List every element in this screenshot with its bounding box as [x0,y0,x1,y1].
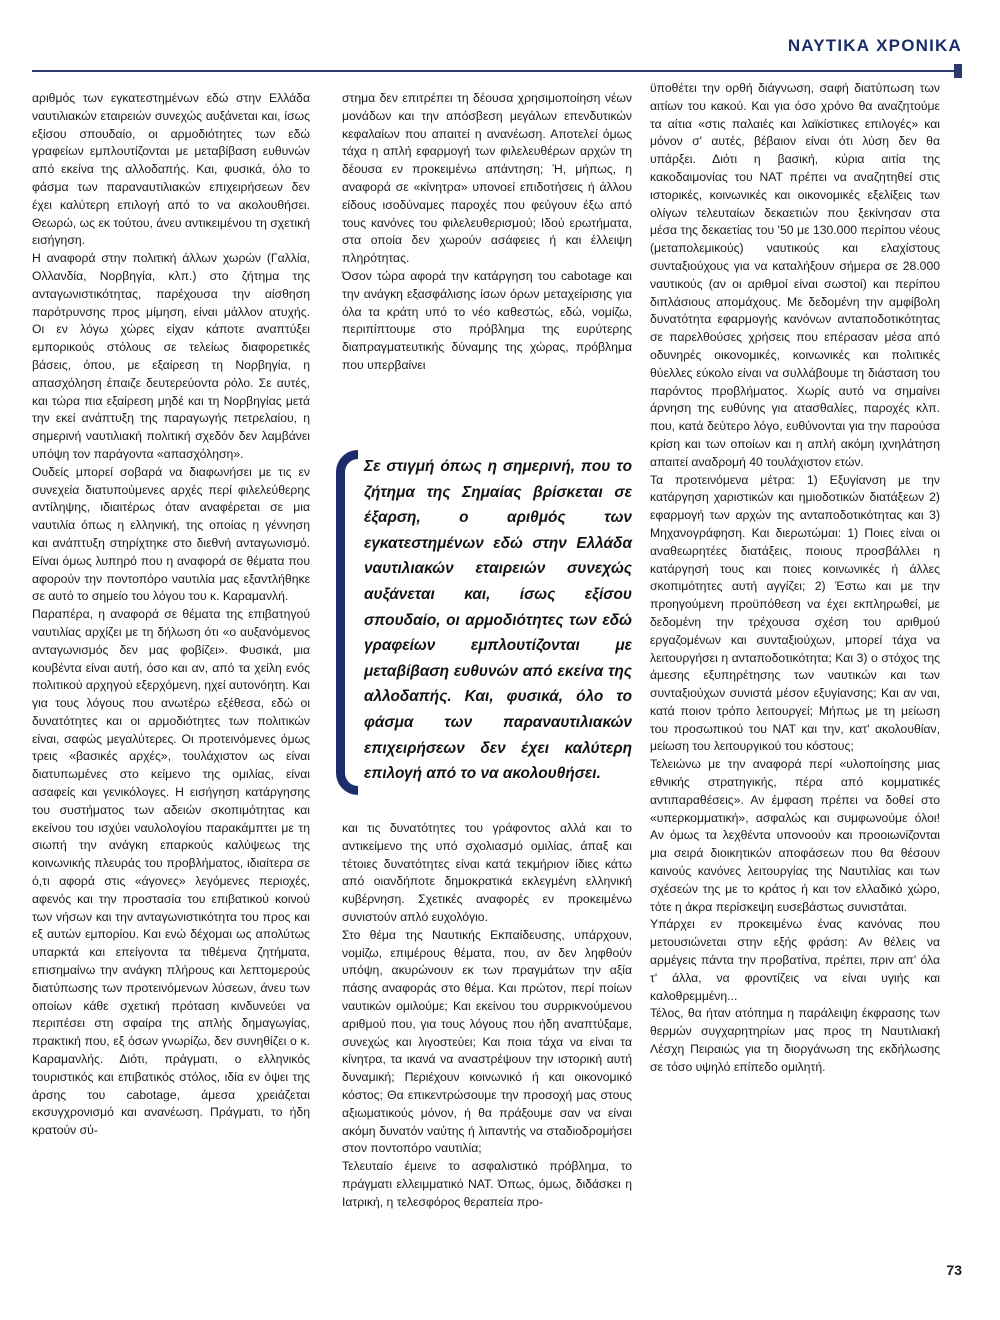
paragraph: Τα προτεινόμενα μέτρα: 1) Εξυγίανση με την κατάργηση χαριστικών και ημιοδοτικών διατάξεων 2) εφαρμογή των αρχών της ανταποδοτικότητας και 3) Μηχανογράφηση. Και διερωτώμαι: 1) Ποιες είναι οι αναθεωρητέες διατάξεις, ποιους προσβάλλει η κατάργησή τους και ποιες κοινωνικές ή άλλες σκοπιμότητες αυτή αγγίζει; 2) Έστω και με την προηγούμενη προϋπόθεση να έχει εκπληρωθεί, με δεδομένη την τρέχουσα σχέση του αριθμού εργαζομένων και συνταξιούχων, μπορεί τάχα να λειτουργήσει η ανταποδοτικότητα; Και 3) ο στόχος της άμεσης εξυπηρέτησης των ναυτικών και των συνταξιούχων συνιστά μέσον εξυγίανσης; Και αν ναι, κατά ποιον τρόπο λειτουργεί; Μήπως με τη μείωση του προσωπικού του ΝΑΤ και την, κατ' ακολουθίαν, μείωση του λειτουργικού του κόστους; [650,472,940,754]
article-column-2-bottom [342,820,632,1212]
paragraph: Όσον τώρα αφορά την κατάργηση του cabotage και την ανάγκη εξασφάλισης ίσων όρων μεταχείρισης για όλα τα κράτη υπό το νέο καθεστώς, εδώ, νομίζω, περιπίπτουμε στο πρόβλημα της ευρύτερης διαπραγματευτικής δύναμης της χώρας, πρόβλημα που υπερβαίνει [342,268,632,372]
page-number: 73 [946,1262,962,1278]
article-column-3 [650,80,940,1077]
paragraph: και τις δυνατότητες του γράφοντος αλλά και το αντικείμενο της υπό σχολιασμό ομιλίας, άπαξ και τέτοιες δυνατότητες είναι κατά τεκμήριον ίδιες κάτω από οιανδήποτε δημοκρατικά εκλεγμένη ελληνική κυβέρνηση. Σχετικές αναφορές εν προκειμένω συνιστούν απλό ευχολόγιο. [342,821,632,924]
paragraph: αριθμός των εγκατεστημένων εδώ στην Ελλάδα ναυτιλιακών εταιρειών συνεχώς αυξάνεται και, ίσως εξίσου σπουδαίο, οι αρμοδιότητες των εδώ γραφείων εμπλουτίζονται με μεταβίβαση ευθυνών από εκείνα της αλλοδαπής. Και, φυσικά, όλο το φάσμα των παραναυτιλιακών επιχειρήσεων δεν έχει καλύτερη επιλογή από το να ακολουθήσει. Θεωρώ, ως εκ τούτου, άνευ αντικειμένου τη σχετική εισήγηση. [32,91,310,248]
paragraph: Τελειώνω με την αναφορά περί «υλοποίησης μιας εθνικής στρατηγικής, πέρα από κομματικές αντιπαραθέσεις». Αν έμφαση πρέπει να δοθεί στο «υπερκομματική», ασφαλώς και συμφωνούμε όλοι! Αν όμως τα λεχθέντα υπονοούν και προοιωνίζονται μια σειρά διοικητικών αποφάσεων που θα θέσουν καινούς κανόνες λειτουργίας της Ναυτιλίας και των σχέσεών της με το κράτος ή και τον ελλαδικό χώρο, τότε η άκρα περίσκεψη ευσεβάστως συνιστάται. [650,757,940,914]
header-rule [32,70,962,72]
paragraph: Τελευταίο έμεινε το ασφαλιστικό πρόβλημα, το πράγματι ελλειμματικό ΝΑΤ. Όπως, όμως, διδάσκει η Ιατρική, η τελεσφόρος θεραπεία προ- [342,1159,632,1209]
pull-quote-text: Σε στιγμή όπως η σημερινή, που το ζήτημα της Σημαίας βρίσκεται σε έξαρση, ο αριθμός των εγκατεστημένων εδώ στην Ελλάδα ναυτιλιακών εταιρειών συνεχώς αυξάνεται και, ίσως εξίσου σπουδαίο, οι αρμοδιότητες των εδώ γραφείων εμπλουτίζονται με μεταβίβαση ευθυνών από εκείνα της αλλοδαπής. Και, φυσικά, όλο το φάσμα των παραναυτιλιακών επιχειρήσεων δεν έχει καλύτερη επιλογή από το να ακολουθήσει. [364,458,632,783]
paragraph: Ουδείς μπορεί σοβαρά να διαφωνήσει με τις εν συνεχεία διατυπούμενες αρχές περί φιλελεύθερης αντίληψης, ιδιαιτέρως όταν αναφέρεται σε μια ναυτιλία όπως η ελληνική, της οποίας η γέννηση και ανάπτυξη στηρίχτηκε στο διεθνή ανταγωνισμό. Είναι όμως λυπηρό που η αναφορά σε θέματα που αφορούν την ποντοπόρο ναυτιλία μας εξαντλήθηκε σε αυτό το σημείο του λόγου του κ. Καραμανλή. [32,464,310,604]
paragraph: Τέλος, θα ήταν ατόπημα η παράλειψη έκφρασης των θερμών συγχαρητηρίων μας προς τη Ναυτιλιακή Λέσχη Πειραιώς για τη διοργάνωση της εκδήλωσης σε τόσο υψηλό επίπεδο ομιλητή. [650,1006,940,1074]
paragraph: Υπάρχει εν προκειμένω ένας κανόνας που μετουσιώνεται στην εξής φράση: Αν θέλεις να αρμέγεις πάντα την προβατίνα, πρέπει, πριν απ' όλα τ' άλλα, να φροντίζεις να είναι υγιής και καλοθρεμμένη... [650,917,940,1003]
article-column-1 [32,90,310,1140]
paragraph: Στο θέμα της Ναυτικής Εκπαίδευσης, υπάρχουν, νομίζω, επιμέρους θέματα, που, αν δεν ληφθούν υπόψη, ακυρώνουν εκ των πραγμάτων την αξία πάσης αναφοράς στο θέμα. Και πρώτον, περί ποίων ναυτικών ομιλούμε; Και εκείνου του συρρικνούμενου αριθμού που, για τους λόγους που ήδη αναπτύξαμε, συνεχώς και λιγοστεύει; Και ποια τάχα να είναι τα κίνητρα, τα ικανά να αναστρέψουν την ιστορική αυτή δυναμική; Περιέχουν κοινωνικό ή και οικονομικό κόστος; Θα επικεντρώσουμε την προσοχή μας στους αξιωματικούς μόνον, ή θα πράξουμε σαν να είναι ακόμη δυνατόν ναύτης ή λιπαντής να σταδιοδρομήσει στον ποντοπόρο ναυτιλία; [342,927,632,1156]
magazine-title: ΝΑΥΤΙΚΑ ΧΡΟΝΙΚΑ [787,36,962,55]
article-column-2-top [342,90,632,375]
paragraph: στημα δεν επιτρέπει τη δέουσα χρησιμοποίηση νέων μονάδων και την απόσβεση μεγάλων επενδυτικών κεφαλαίων που απαιτεί η ανανέωση. Αποτελεί όμως τάχα η απλή εφαρμογή των φιλελευθέρων αρχών τη δέουσα εν προκειμένω απάντηση; Ή, μήπως, η αναφορά σε «κίνητρα» υπονοεί επιδοτήσεις ή άλλου είδους ισοδύναμες παροχές που φεύγουν έξω από τους κανόνες του φιλελευθερισμού; Ιδού ερωτήματα, στα οποία δεν χωρούν ασάφειες ή και έλλειψη πληρότητας. [342,91,632,266]
paragraph: ϋποθέτει την ορθή διάγνωση, σαφή διατύπωση των αιτίων του κακού. Και για όσο χρόνο θα αναζητούμε τα αίτια «στις παλαιές και λαϊκίστικες επιλογές» και μόνον σ' αυτές, βέβαιον είναι ότι λύση δεν θα υπάρξει. Διότι η βασική, κύρια αιτία της κακοδαιμονίας του ΝΑΤ πρέπει να αναζητηθεί στις ιστορικές, κοινωνικές και οικονομικές εξελίξεις των ολίγων τελευταίων δεκαετιών που ξεκίνησαν στα μέσα της δεκαετίας του '50 με 130.000 περίπου νέους (μεταπολεμικούς) ναυτικούς και ελαχίστους συνταξιούχους για να καταλήξουν σήμερα σε 28.000 ναυτικούς (αν οι αριθμοί είναι σωστοί) και περίπου διπλάσιους απομάχους. Με δεδομένη την αμφίβολη δυνατότητα εφαρμογής κανόνων ανταποδοτικότητας σε παρελθούσες χρήσεις που επέρασαν μέσα από οδυνηρές οικονομικές, κοινωνικές και πολιτικές θύελλες εύκολο είναι να συλλάβουμε τη διάσταση του παρόντος προβλήματος. Χωρίς αυτό να σημαίνει άρνηση της ευθύνης για ατασθαλίες, παροχές κλπ. που, κατά δεύτερο λόγο, ευθύνονται για την παρούσα κρίση και των οποίων και η απλή ακόμη ιχνηλάτηση απαιτεί αναδρομή 40 τουλάχιστον ετών. [650,81,940,469]
pull-quote-bracket [336,450,358,795]
paragraph: Η αναφορά στην πολιτική άλλων χωρών (Γαλλία, Ολλανδία, Νορβηγία, κλπ.) στο ζήτημα της ανταγωνιστικότητας, παρέχουσα την αίσθηση παρότρυνσης προς μίμηση, είναι μάλλον ατυχής. Οι εν λόγω χώρες είχαν κάποτε αναπτύξει εμπορικούς στόλους σε τελείως διαφορετικές βάσεις, όπου, με εξαίρεση τη Νορβηγία, η απασχόληση έπαιζε δευτερεύοντα ρόλο. Σε αυτές, και τώρα πια εξαίρεση μηδέ και τη Νορβηγίας μετά την εκεί ανάπτυξη της παραγωγής πετρελαίου, η σημερινή ναυτιλιακή πολιτική σχεδόν δεν λαμβάνει υπόψη τον παράγοντα «απασχόληση». [32,251,310,461]
paragraph: Παραπέρα, η αναφορά σε θέματα της επιβατηγού ναυτιλίας αρχίζει με τη δήλωση ότι «ο αυξανόμενος ανταγωνισμός δεν μας φοβίζει». Φυσικά, μια κουβέντα είναι αυτή, όσο και αν, από τα χείλη ενός πολιτικού αρχηγού εξερχόμενη, ηχεί αυτονόητη. Και για τους λόγους που ανωτέρω εξέθεσα, εδώ οι δυνατότητες και οι αρμοδιότητες των πολιτικών είναι, σαφώς μεγαλύτερες. Οι προτεινόμενες όμως τρεις «βασικές αρχές», τουλάχιστον ως είναι διατυπωμένες στο κείμενο της ομιλίας, είναι ασαφείς και γενικόλογες. Η εισήγηση κατάργησης του συστήματος των αδειών σκοπιμότητας και εκείνου του ισχύει ναυλολογίου παρακάμπτει με τη σιωπή την ανάγκη επαρκούς καλύψεως της κοινωνικής πλευράς του προβλήματος, ιδιαίτερα σε ό,τι αφορά στις «άγονες» λεγόμενες περιοχές, αφενός και την προστασία του επιβατικού κοινού των νήσων και την ανταγωνιστικότητα του προς και εξ αυτών εμπορίου. Και ενώ δέχομαι ως απολύτως υπαρκτά και επείγοντα τα τιθέμενα ζητήματα, επισημαίνω την ανάγκη πλήρους και λεπτομερούς διατύπωσης των προτεινόμενων λύσεων, άνευ των οποίων κάθε σχετική πρόταση κινδυνεύει να περιπέσει στη σφαίρα της απλής δημαγωγίας, πρακτική που, εξ όσων γνωρίζω, δεν συνηθίζει ο κ. Καραμανλής. Διότι, πράγματι, ο ελληνικός τουριστικός και επιβατικός στόλος, ιδία εν όψει της άρσης του cabotage, άμεσα χρειάζεται εκσυγχρονισμό και ανανέωση. Πράγματι, το ήδη κρατούν σύ- [32,607,310,1138]
pull-quote [336,450,634,795]
